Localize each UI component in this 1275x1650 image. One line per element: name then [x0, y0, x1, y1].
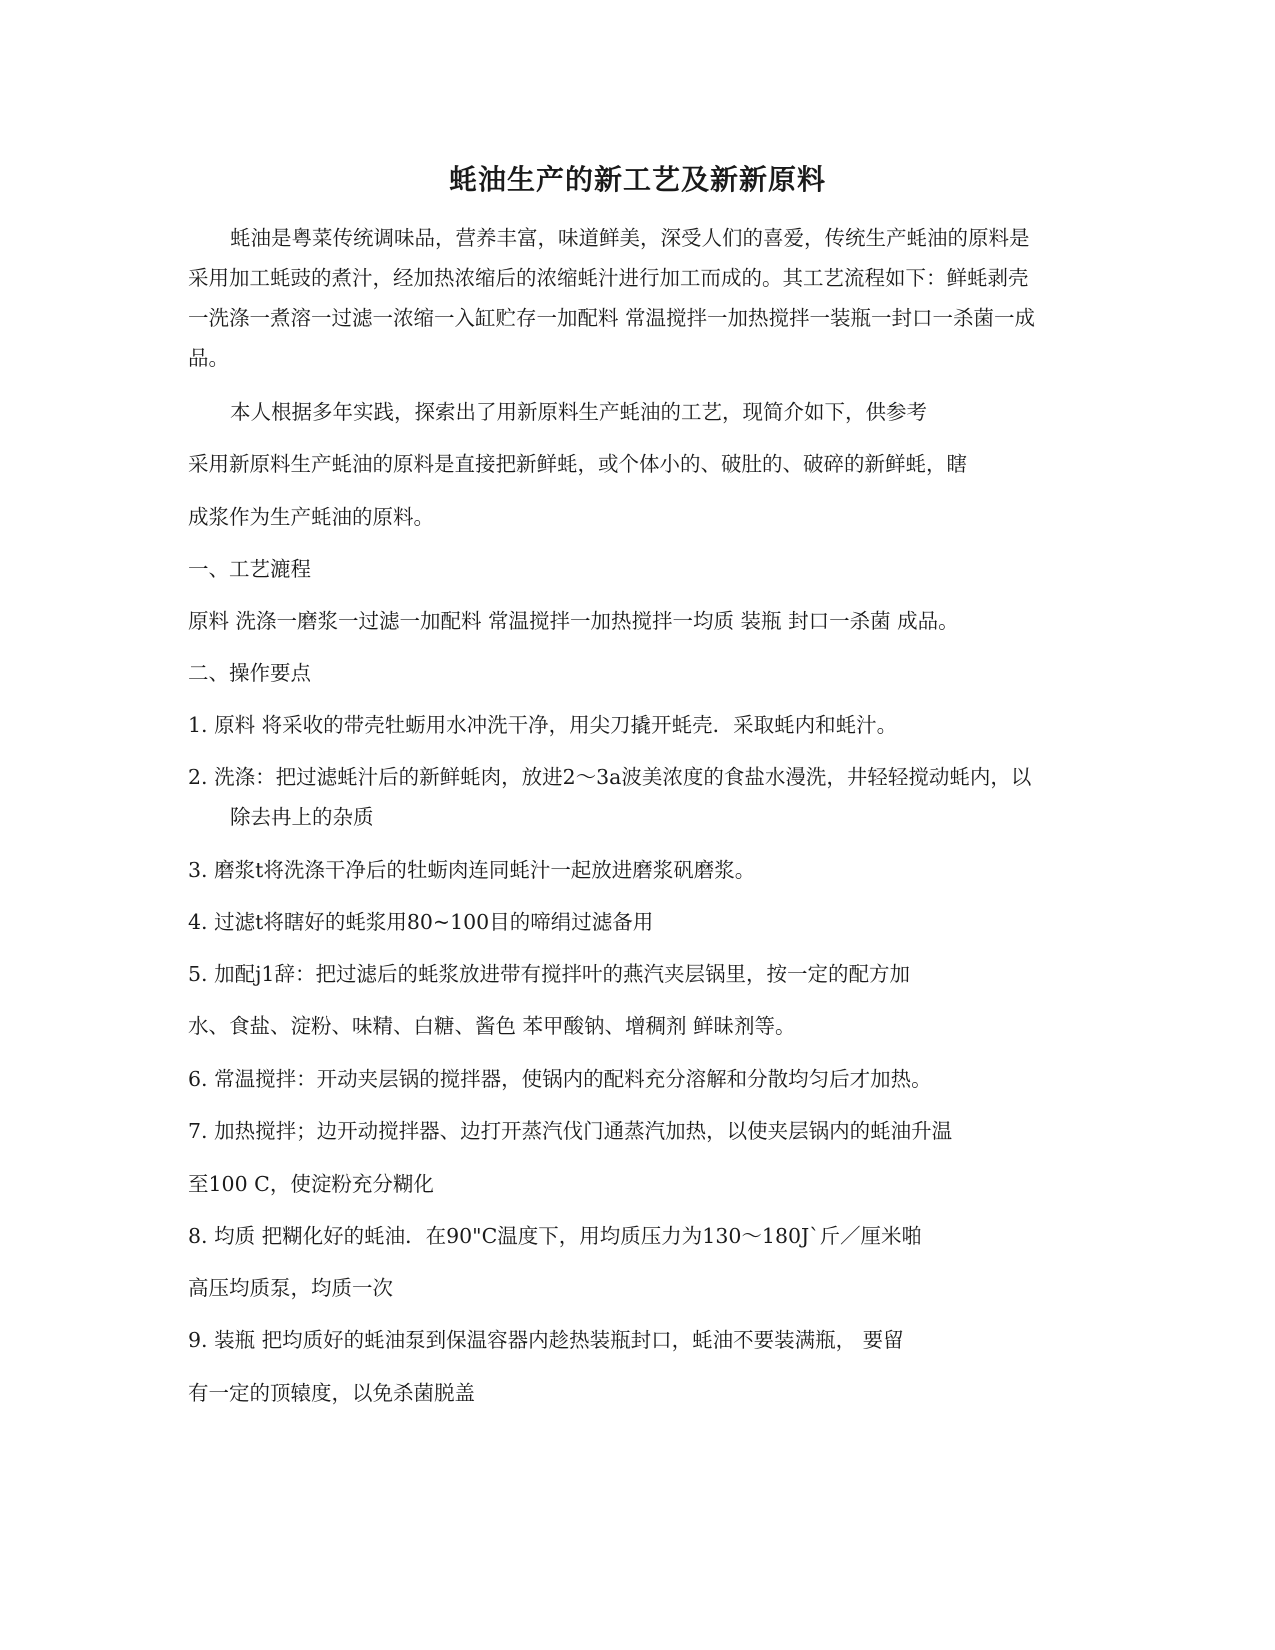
list-item-continuation: 高压均质泵，均质一次 [188, 1276, 393, 1300]
section-heading: 一、工艺漉程 [188, 557, 311, 581]
list-item-continuation: 除去冉上的杂质 [230, 805, 374, 829]
document-title: 蚝油生产的新工艺及新新原料 [448, 163, 826, 196]
list-item: 4. 过滤t将瞎好的蚝浆用80~100目的啼绢过滤备用 [188, 910, 654, 934]
list-item-continuation: 有一定的顶辕度，以免杀菌脱盖 [188, 1381, 475, 1405]
list-item: 5. 加配j1辞：把过滤后的蚝浆放进带有搅拌叶的燕汽夹层锅里，按一定的配方加 [188, 962, 910, 986]
paragraph-line: 一洗涤一煮溶一过滤一浓缩一入缸贮存一加配料 常温搅拌一加热搅拌一装瓶一封口一杀菌一成 [188, 306, 1036, 330]
list-item: 9. 装瓶 把均质好的蚝油泵到保温容器内趁热装瓶封口，蚝油不要装满瓶， 要留 [188, 1328, 904, 1352]
list-item: 1. 原料 将采收的带壳牡蛎用水冲洗干净，用尖刀撬开蚝壳．采取蚝内和蚝汁。 [188, 713, 898, 737]
list-item: 6. 常温搅拌：开动夹层锅的搅拌器，使锅内的配料充分溶解和分散均匀后才加热。 [188, 1067, 932, 1091]
list-item: 2. 洗涤：把过滤蚝汁后的新鲜蚝肉，放进2～3a波美浓度的食盐水漫洗，井轻轻搅动蚝内，以 [188, 765, 1032, 789]
list-item-continuation: 水、食盐、淀粉、味精、白糖、酱色 苯甲酸钠、增稠剂 鲜昧剂等。 [188, 1014, 796, 1038]
section-heading: 二、操作要点 [188, 661, 311, 685]
paragraph-line: 原料 洗涤一磨浆一过滤一加配料 常温搅拌一加热搅拌一均质 装瓶 封口一杀菌 成品。 [188, 609, 959, 633]
paragraph-line: 采用加工蚝豉的煮汁，经加热浓缩后的浓缩蚝汁进行加工而成的。其工艺流程如下：鲜蚝剥壳 [188, 266, 1029, 290]
list-item-continuation: 至100 C，使淀粉充分糊化 [188, 1172, 434, 1196]
list-item: 3. 磨浆t将洗涤干净后的牡蛎肉连同蚝汁一起放进磨浆矾磨浆。 [188, 858, 756, 882]
paragraph-line: 采用新原料生产蚝油的原料是直接把新鲜蚝，或个体小的、破肚的、破碎的新鲜蚝，瞎 [188, 452, 967, 476]
paragraph-line: 品。 [188, 346, 229, 370]
list-item: 7. 加热搅拌；边开动搅拌器、边打开蒸汽伐门通蒸汽加热，以使夹层锅内的蚝油升温 [188, 1119, 953, 1143]
list-item: 8. 均质 把糊化好的蚝油．在90"C温度下，用均质压力为130～180J`斤／厘米啪 [188, 1224, 923, 1248]
paragraph-line: 本人根据多年实践，探索出了用新原料生产蚝油的工艺，现简介如下，供参考 [230, 400, 927, 424]
paragraph-line: 成浆作为生产蚝油的原料。 [188, 505, 434, 529]
paragraph-line: 蚝油是粤菜传统调味品，营养丰富，味道鲜美，深受人们的喜爱，传统生产蚝油的原料是 [230, 226, 1030, 250]
